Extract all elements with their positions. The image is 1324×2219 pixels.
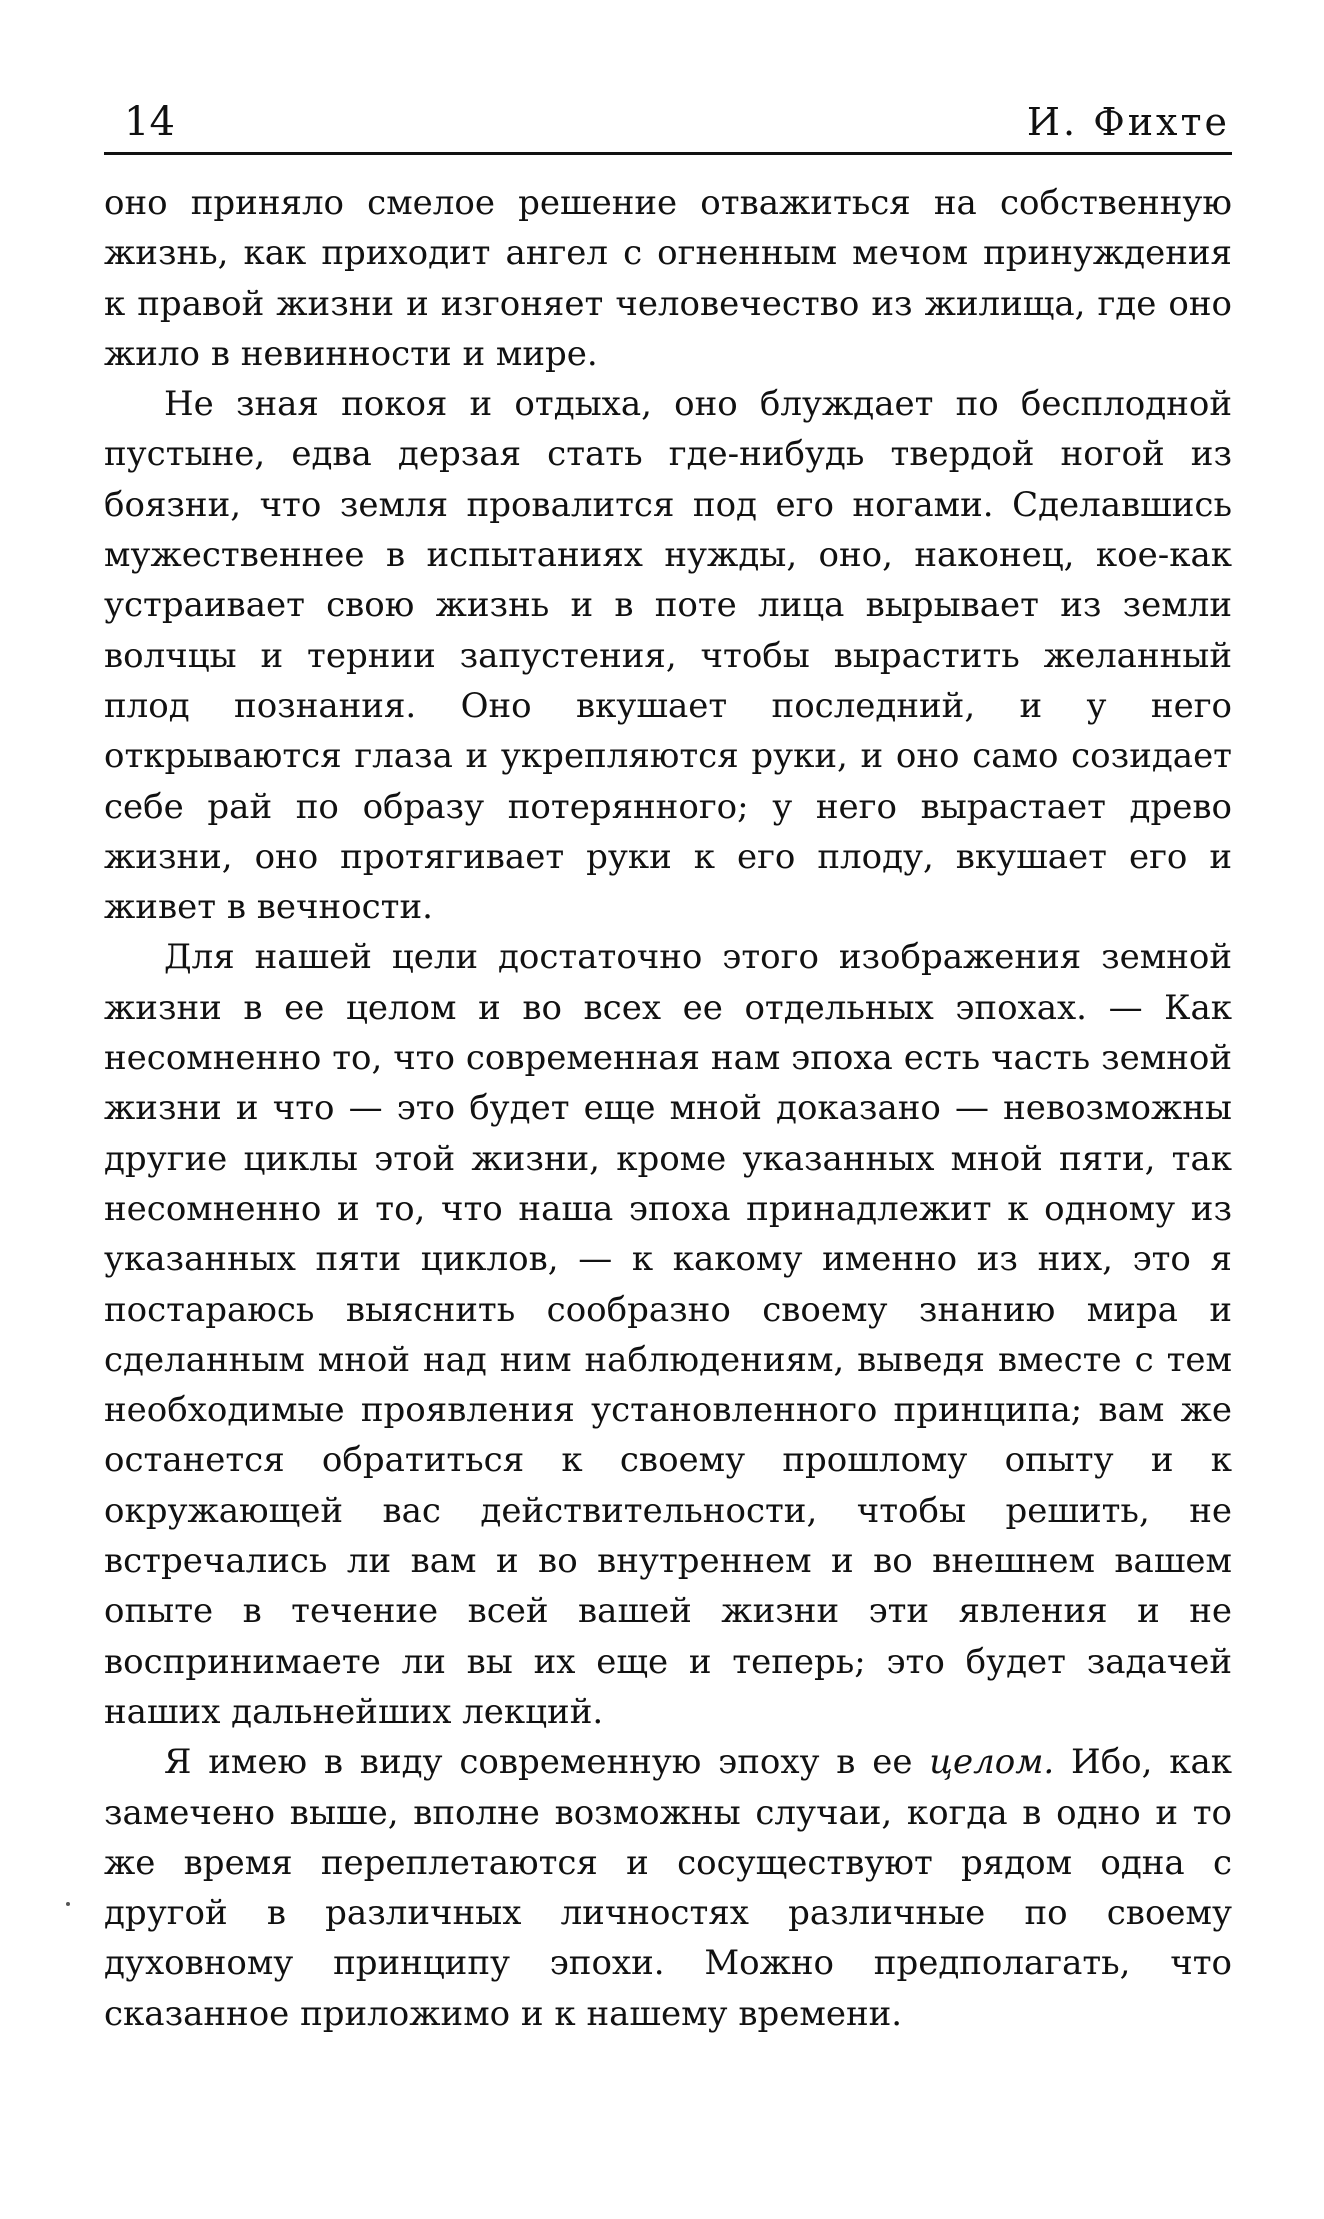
paragraph-1: оно приняло смелое решение отважиться на собственную жизнь, как приходит ангел с огненным мечом принуждения к правой жизни и изгоняет человечество из жилища, где оно жило в невинности и мире. [104,183,1232,374]
body-text [104,178,1232,2039]
print-speck [66,1902,70,1906]
paragraph-4 [104,1737,1232,2039]
running-head [104,96,1232,155]
paragraph-4-end: Ибо, как замечено выше, вполне возможны случаи, когда в одно и то же время переплетаются и сосуществуют рядом одна с другой в различных личностях различные по своему духовному принципу эпохи. Можно предполагать, что сказанное приложимо и к нашему времени. [104,1742,1232,2034]
paragraph-2: Не зная покоя и отдыха, оно блуждает по бесплодной пустыне, едва дерзая стать где-нибудь твердой ногой из боязни, что земля провалится под его ногами. Сделавшись мужественнее в испытаниях нужды, оно, наконец, кое-как устраивает свою жизнь и в поте лица вырывает из земли волчцы и тернии запустения, чтобы вырастить желанный плод познания. Оно вкушает последний, и у него открываются глаза и укрепляются руки, и оно само созидает себе рай по образу потерянного; у него вырастает древо жизни, оно протягивает руки к его плоду, вкушает его и живет в вечности. [104,384,1232,928]
running-title: И. Фихте [1026,100,1230,144]
paragraph-3: Для нашей цели достаточно этого изображения земной жизни в ее целом и во всех ее отдельных эпохах. — Как несомненно то, что современная нам эпоха есть часть земной жизни и что — это будет еще мной доказано — невозможны другие циклы этой жизни, кроме указанных мной пяти, так несомненно и то, что наша эпоха принадлежит к одному из указанных пяти циклов, — к какому именно из них, это я постараюсь выяснить сообразно своему знанию мира и сделанным мной над ним наблюдениям, выведя вместе с тем необходимые проявления установленного принципа; вам же останется обратиться к своему прошлому опыту и к окружающей вас действительности, чтобы решить, не встречались ли вам и во внутреннем и во внешнем вашем опыте в течение всей вашей жизни эти явления и не воспринимаете ли вы их еще и теперь; это будет задачей наших дальнейших лекций. [104,937,1232,1732]
paragraph-4-start: Я имею в виду современную эпоху в ее [164,1742,930,1783]
page-number: 14 [124,99,175,145]
italic-emphasis: целом. [929,1742,1055,1783]
